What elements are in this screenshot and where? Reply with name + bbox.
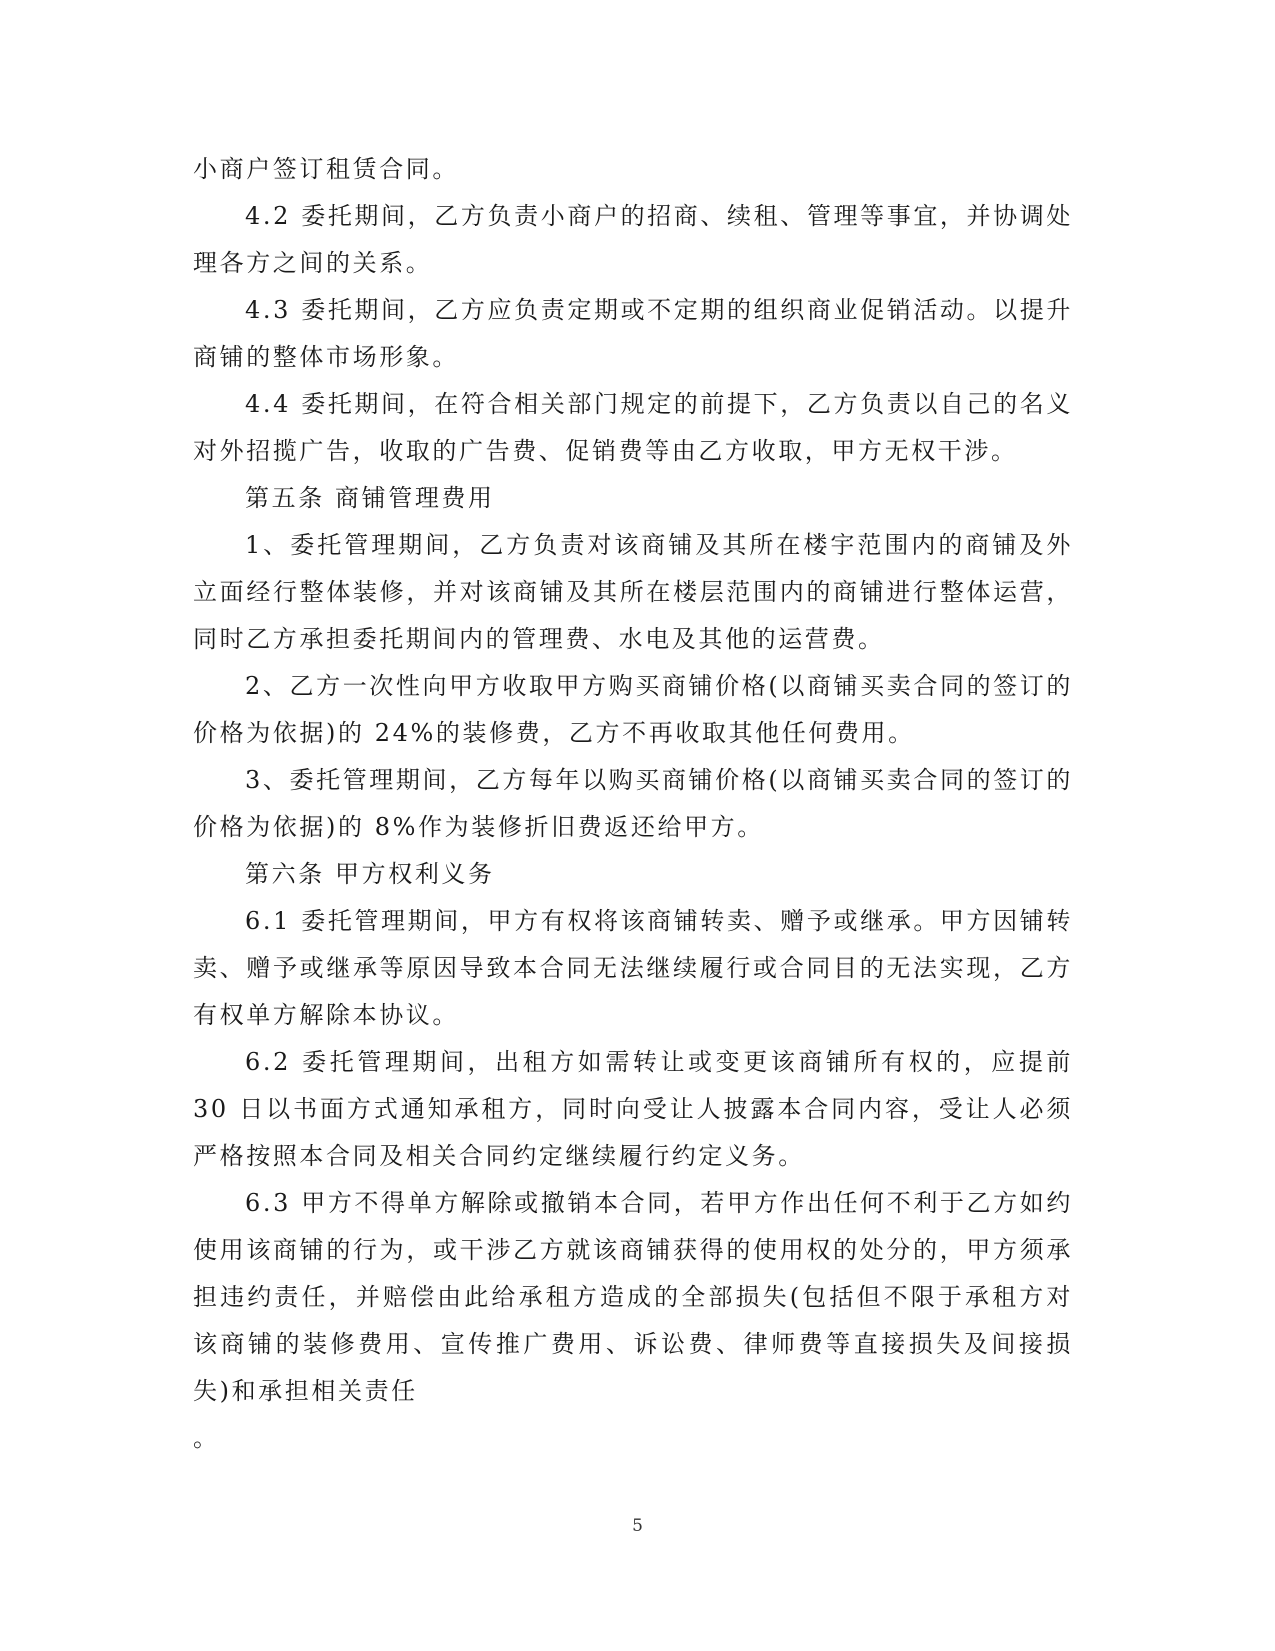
clause-6-3: 6.3 甲方不得单方解除或撤销本合同，若甲方作出任何不利于乙方如约使用该商铺的行为，或干涉乙方就该商铺获得的使用权的处分的，甲方须承担违约责任，并赔偿由此给承租方造成的全部损失(包括但不限于承租方对该商铺的装修费用、宣传推广费用、诉讼费、律师费等直接损失及间接损失)和承担相关责任 <box>193 1189 1073 1405</box>
document-body <box>193 146 1073 1462</box>
clause-5-2: 2、乙方一次性向甲方收取甲方购买商铺价格(以商铺买卖合同的签订的价格为依据)的 24%的装修费，乙方不再收取其他任何费用。 <box>193 672 1073 747</box>
clause-5-3: 3、委托管理期间，乙方每年以购买商铺价格(以商铺买卖合同的签订的价格为依据)的 8%作为装修折旧费返还给甲方。 <box>193 766 1073 841</box>
clause-6-1: 6.1 委托管理期间，甲方有权将该商铺转卖、赠予或继承。甲方因铺转卖、赠予或继承等原因导致本合同无法继续履行或合同目的无法实现，乙方有权单方解除本协议。 <box>193 907 1073 1029</box>
article-6-heading: 第六条 甲方权利义务 <box>245 860 495 888</box>
clause-6-2: 6.2 委托管理期间，出租方如需转让或变更该商铺所有权的，应提前 30 日以书面方式通知承租方，同时向受让人披露本合同内容，受让人必须严格按照本合同及相关合同约定继续履行约定义务。 <box>193 1048 1073 1170</box>
page-number: 5 <box>632 1516 643 1536</box>
article-5-heading: 第五条 商铺管理费用 <box>245 484 495 512</box>
clause-4-2: 4.2 委托期间，乙方负责小商户的招商、续租、管理等事宜，并协调处理各方之间的关系。 <box>193 202 1073 277</box>
paragraph-continuation: 小商户签订租赁合同。 <box>193 155 459 183</box>
trailing-punctuation: 。 <box>193 1424 220 1452</box>
clause-5-1: 1、委托管理期间，乙方负责对该商铺及其所在楼宇范围内的商铺及外立面经行整体装修，并对该商铺及其所在楼层范围内的商铺进行整体运营，同时乙方承担委托期间内的管理费、水电及其他的运营费。 <box>193 531 1073 653</box>
clause-4-3: 4.3 委托期间，乙方应负责定期或不定期的组织商业促销活动。以提升商铺的整体市场形象。 <box>193 296 1073 371</box>
clause-4-4: 4.4 委托期间，在符合相关部门规定的前提下，乙方负责以自己的名义对外招揽广告，收取的广告费、促销费等由乙方收取，甲方无权干涉。 <box>193 390 1073 465</box>
